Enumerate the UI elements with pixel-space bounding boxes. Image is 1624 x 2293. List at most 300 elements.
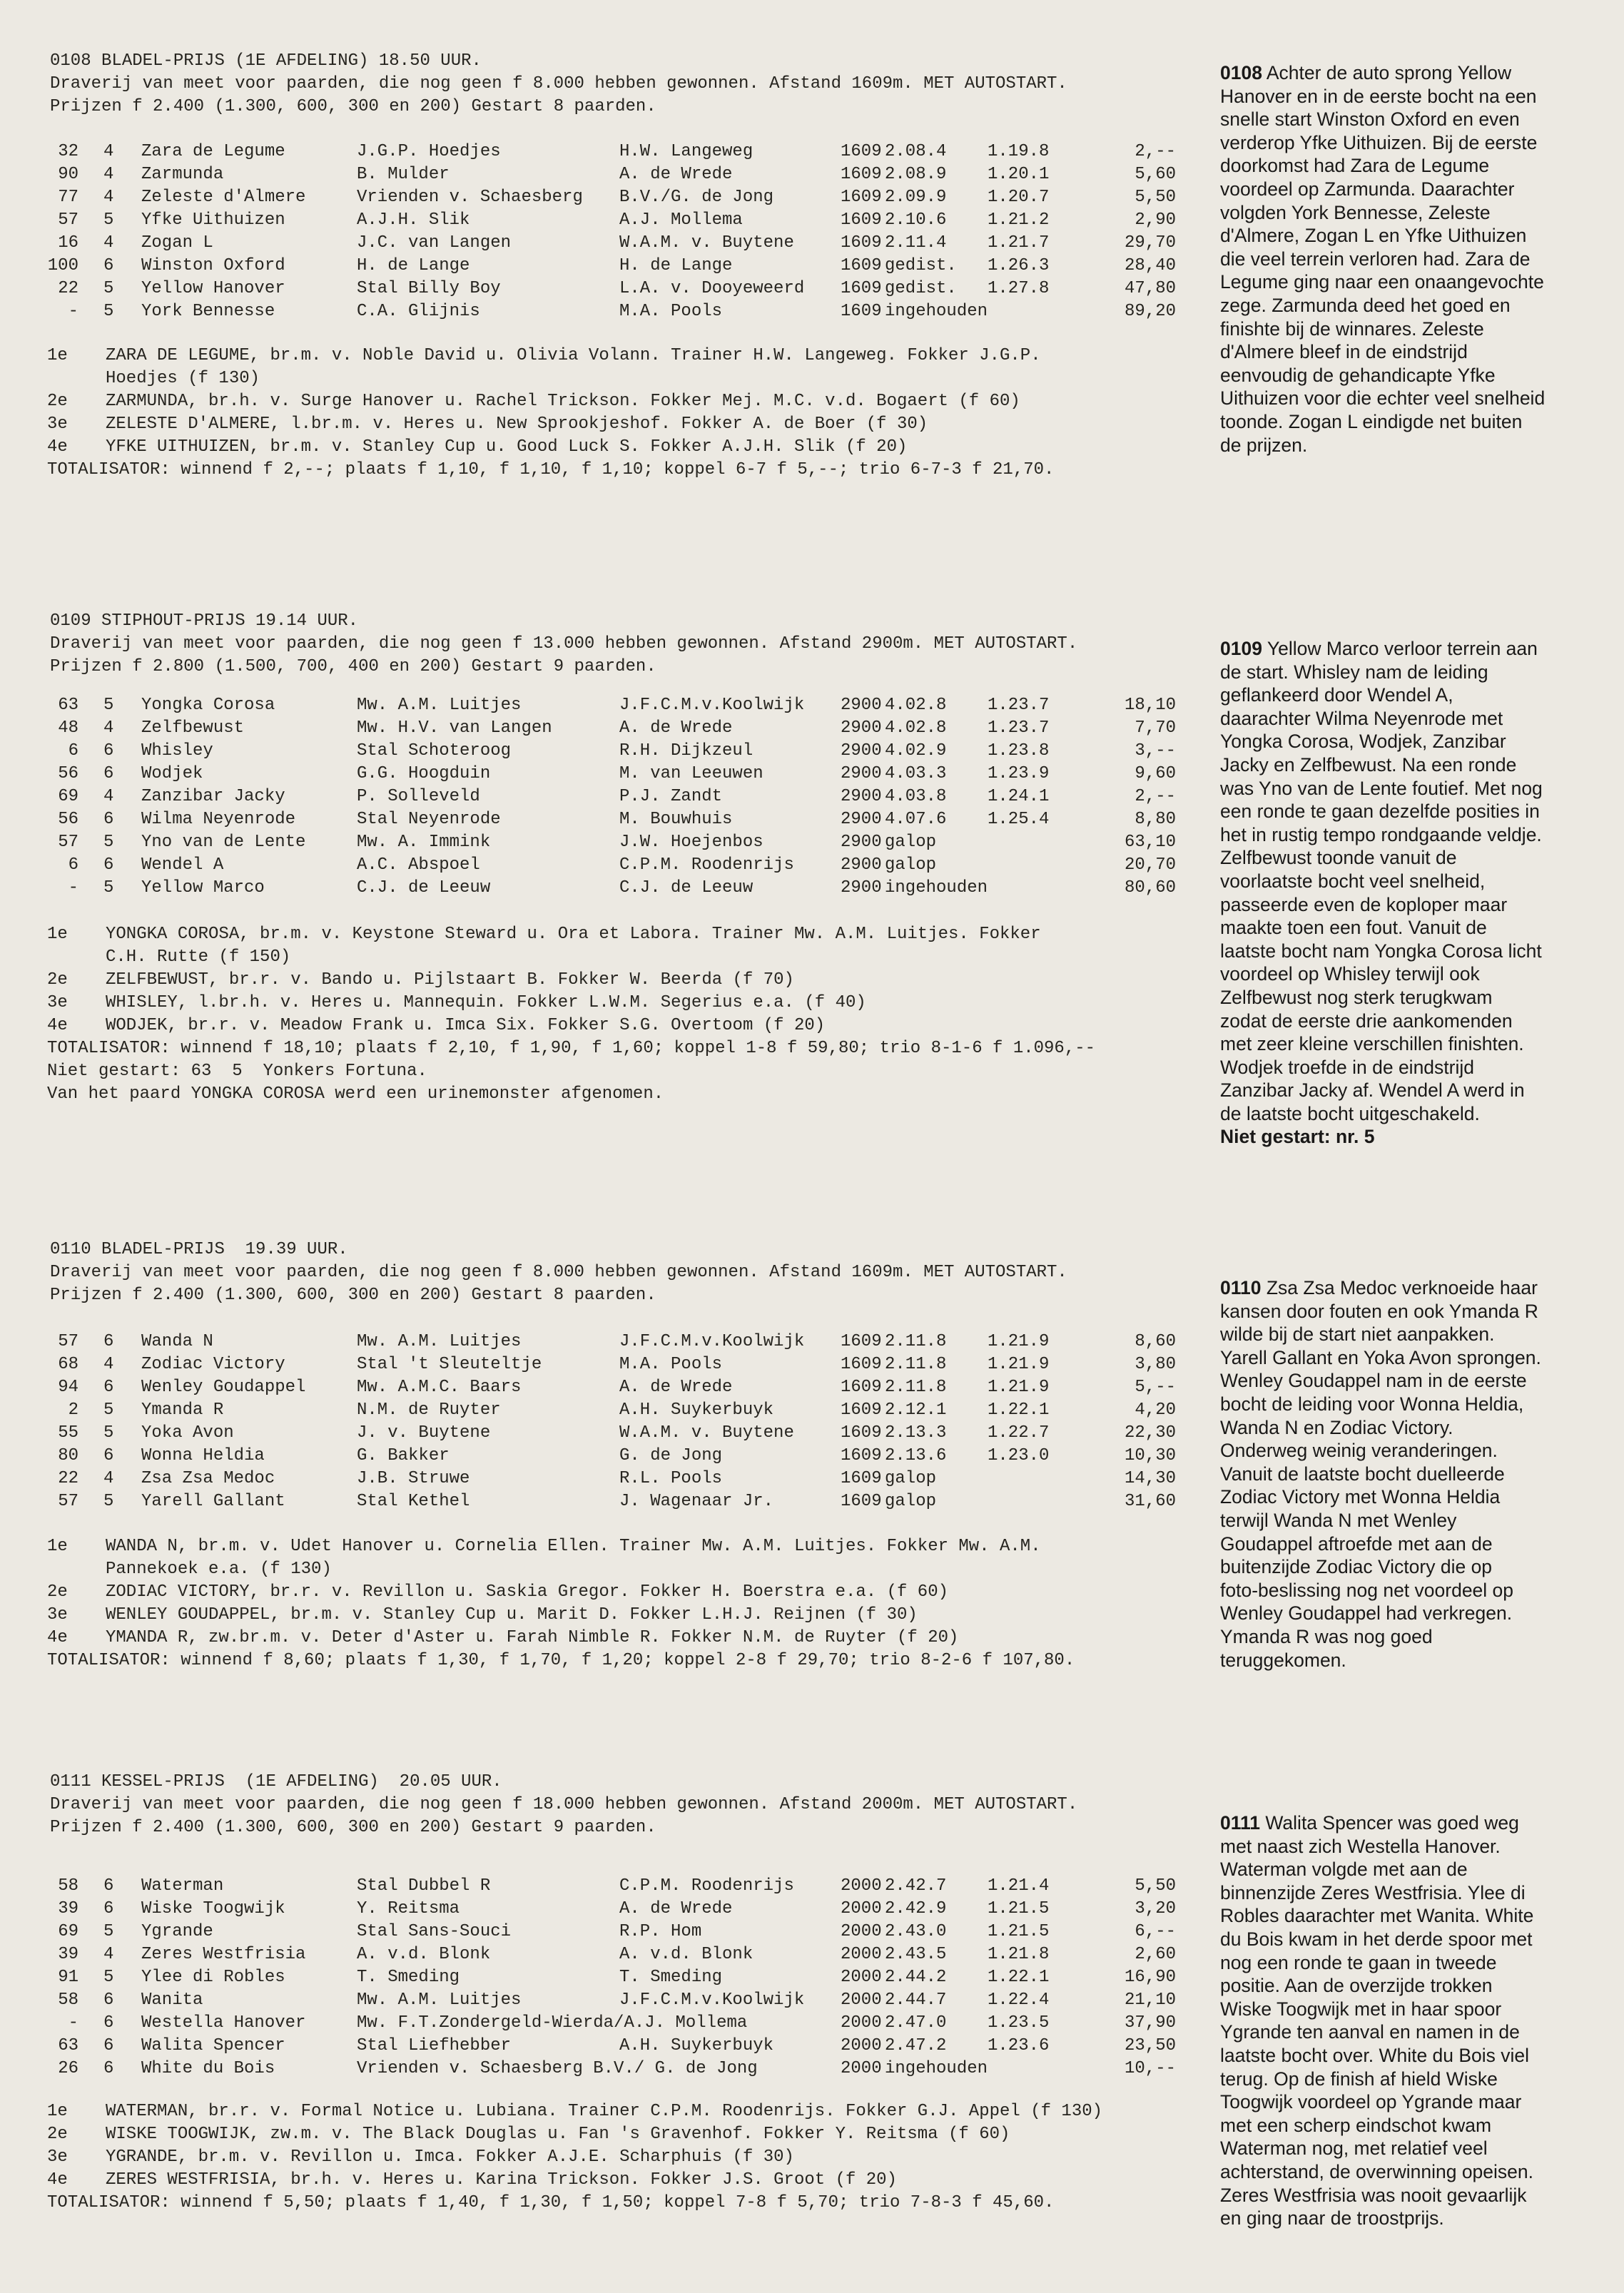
driver-cell: W.A.M. v. Buytene xyxy=(619,1423,794,1443)
km-time-cell: 1.21.5 xyxy=(988,1922,1050,1941)
commentary-line: maakte toen een fout. Vanuit de xyxy=(1220,917,1487,939)
commentary-line: voordeel op Zarmunda. Daarachter xyxy=(1220,178,1515,200)
age-cell: 5 xyxy=(103,302,114,321)
horse-name-cell: Zara de Legume xyxy=(141,142,285,161)
placing-line xyxy=(47,2123,1203,2146)
age-cell: 5 xyxy=(103,1922,114,1941)
commentary-race-number: 0108 xyxy=(1220,62,1262,83)
driver-cell: R.P. Hom xyxy=(619,1922,702,1941)
commentary-line: geflankeerd door Wendel A, xyxy=(1220,684,1453,706)
odds-cell: 63,10 xyxy=(1124,833,1176,852)
finish-time-cell: 2.44.7 xyxy=(885,1991,947,2010)
odds-cell: 4,20 xyxy=(1135,1400,1176,1420)
age-cell: 6 xyxy=(103,1899,114,1918)
odds-cell: 5,60 xyxy=(1135,165,1176,184)
finish-time-cell: 2.47.0 xyxy=(885,2013,947,2033)
age-cell: 6 xyxy=(103,1446,114,1465)
rating-cell: 39 xyxy=(58,1945,78,1964)
odds-cell: 3,20 xyxy=(1135,1899,1176,1918)
owner-cell: Mw. A.M. Luitjes xyxy=(357,1991,522,2010)
placing-line xyxy=(47,923,1203,946)
km-time-cell: 1.25.4 xyxy=(988,810,1050,829)
age-cell: 6 xyxy=(103,810,114,829)
placing-text: WANDA N, br.m. v. Udet Hanover u. Cornelia Ellen. Trainer Mw. A.M. Luitjes. Fokker Mw. A.M. xyxy=(106,1537,1041,1556)
rating-cell: 90 xyxy=(58,165,78,184)
age-cell: 5 xyxy=(103,833,114,852)
age-cell: 4 xyxy=(103,188,114,207)
age-cell: 6 xyxy=(103,2059,114,2078)
commentary-line: voorlaatste bocht veel snelheid, xyxy=(1220,870,1486,892)
placing-line xyxy=(47,345,1203,367)
distance-cell: 2900 xyxy=(841,764,882,783)
odds-cell: 22,30 xyxy=(1124,1423,1176,1443)
km-time-cell: 1.24.1 xyxy=(988,787,1050,806)
owner-cell: H. de Lange xyxy=(357,256,470,275)
placing-text: WATERMAN, br.r. v. Formal Notice u. Lubiana. Trainer C.P.M. Roodenrijs. Fokker G.J. Appel (f 130) xyxy=(106,2102,1103,2121)
odds-cell: 89,20 xyxy=(1124,302,1176,321)
driver-cell: C.P.M. Roodenrijs xyxy=(619,1876,794,1896)
odds-cell: 5,50 xyxy=(1135,1876,1176,1896)
distance-cell: 2000 xyxy=(841,1899,882,1918)
race-note: Niet gestart: 63 5 Yonkers Fortuna. xyxy=(47,1062,427,1081)
driver-cell: R.L. Pools xyxy=(619,1469,723,1488)
commentary-line: foto-beslissing nog net voordeel op xyxy=(1220,1579,1514,1601)
commentary-line: daarachter Wilma Neyenrode met xyxy=(1220,707,1503,729)
odds-cell: 8,80 xyxy=(1135,810,1176,829)
placing-line xyxy=(47,1627,1203,1649)
totalisator-line: TOTALISATOR: winnend f 8,60; plaats f 1,30, f 1,70, f 1,20; koppel 2-8 f 29,70; trio 8-2-6 f 107,80. xyxy=(47,1651,1075,1670)
driver-cell: B.V./G. de Jong xyxy=(619,188,774,207)
distance-cell: 2900 xyxy=(841,696,882,715)
distance-cell: 1609 xyxy=(841,279,882,298)
table-row xyxy=(0,1921,1206,1943)
commentary-line: het in rustig tempo rondgaande veldje. xyxy=(1220,823,1542,845)
driver-cell: J.F.C.M.v.Koolwijk xyxy=(619,1991,805,2010)
horse-name-cell: Whisley xyxy=(141,741,213,761)
horse-name-cell: Yellow Hanover xyxy=(141,279,285,298)
distance-cell: 1609 xyxy=(841,1423,882,1443)
commentary-line: Jacky en Zelfbewust. Na een ronde xyxy=(1220,753,1517,776)
distance-cell: 1609 xyxy=(841,1400,882,1420)
results-table xyxy=(0,1331,1206,1513)
distance-cell: 1609 xyxy=(841,1469,882,1488)
commentary-line: binnenzijde Zeres Westfrisia. Ylee di xyxy=(1220,1881,1526,1903)
commentary-line: toonde. Zogan L eindigde net buiten xyxy=(1220,410,1523,432)
placings-block xyxy=(47,345,1203,482)
table-row xyxy=(0,186,1206,209)
distance-cell: 2000 xyxy=(841,1968,882,1987)
age-cell: 5 xyxy=(103,1423,114,1443)
age-cell: 6 xyxy=(103,741,114,761)
odds-cell: 14,30 xyxy=(1124,1469,1176,1488)
commentary-line: de start. Whisley nam de leiding xyxy=(1220,661,1488,683)
race-conditions: Prijzen f 2.400 (1.300, 600, 300 en 200) Gestart 9 paarden. xyxy=(50,1818,656,1837)
commentary-line: Waterman volgde met aan de xyxy=(1220,1859,1468,1881)
rating-cell: 91 xyxy=(58,1968,78,1987)
owner-cell: Stal 't Sleuteltje xyxy=(357,1355,542,1374)
placing-line xyxy=(47,436,1203,459)
driver-cell: G. de Jong xyxy=(619,1446,723,1465)
commentary-line: Vanuit de laatste bocht duelleerde xyxy=(1220,1463,1505,1485)
race-conditions: Draverij van meet voor paarden, die nog geen f 13.000 hebben gewonnen. Afstand 2900m. MET AUTOSTART. xyxy=(50,634,1078,654)
table-row xyxy=(0,232,1206,255)
distance-cell: 1609 xyxy=(841,1378,882,1397)
placing-line xyxy=(47,390,1203,413)
km-time-cell: 1.23.7 xyxy=(988,696,1050,715)
age-cell: 6 xyxy=(103,855,114,875)
owner-cell: J.C. van Langen xyxy=(357,233,512,253)
placing-text: ZELESTE D'ALMERE, l.br.m. v. Heres u. New Sprookjeshof. Fokker A. de Boer (f 30) xyxy=(106,415,928,434)
rating-cell: - xyxy=(68,2013,78,2033)
commentary-line: die veel terrein verloren had. Zara de xyxy=(1220,248,1531,270)
placing-label: 3e xyxy=(47,415,68,434)
race-title: 0108 BLADEL-PRIJS (1E AFDELING) 18.50 UUR. xyxy=(50,51,482,71)
owner-cell: T. Smeding xyxy=(357,1968,460,1987)
horse-name-cell: Wanita xyxy=(141,1991,203,2010)
age-cell: 6 xyxy=(103,1991,114,2010)
rating-cell: 22 xyxy=(58,1469,78,1488)
age-cell: 4 xyxy=(103,1469,114,1488)
table-row xyxy=(0,1943,1206,1966)
table-row xyxy=(0,740,1206,763)
race-header xyxy=(50,50,1192,118)
commentary-line: Yarell Gallant en Yoka Avon sprongen. xyxy=(1220,1346,1541,1368)
commentary-line: buitenzijde Zodiac Victory die op xyxy=(1220,1556,1493,1578)
km-time-cell: 1.23.8 xyxy=(988,741,1050,761)
rating-cell: 39 xyxy=(58,1899,78,1918)
odds-cell: 29,70 xyxy=(1124,233,1176,253)
distance-cell: 1609 xyxy=(841,188,882,207)
age-cell: 4 xyxy=(103,142,114,161)
horse-name-cell: Zelfbewust xyxy=(141,718,245,738)
km-time-cell: 1.23.6 xyxy=(988,2036,1050,2055)
commentary-line: Robles daarachter met Wanita. White xyxy=(1220,1905,1534,1927)
rating-cell: 69 xyxy=(58,787,78,806)
distance-cell: 2000 xyxy=(841,2059,882,2078)
results-table xyxy=(0,694,1206,900)
owner-cell: Mw. A.M.C. Baars xyxy=(357,1378,522,1397)
placing-text: ZERES WESTFRISIA, br.h. v. Heres u. Karina Trickson. Fokker J.S. Groot (f 20) xyxy=(106,2170,897,2190)
distance-cell: 2000 xyxy=(841,2013,882,2033)
distance-cell: 1609 xyxy=(841,210,882,230)
commentary-line: Yongka Corosa, Wodjek, Zanzibar xyxy=(1220,731,1506,753)
km-time-cell: 1.21.5 xyxy=(988,1899,1050,1918)
age-cell: 6 xyxy=(103,2013,114,2033)
table-row xyxy=(0,141,1206,163)
driver-cell: A. de Wrede xyxy=(619,1899,733,1918)
results-table xyxy=(0,1875,1206,2080)
owner-cell: A.J.H. Slik xyxy=(357,210,470,230)
owner-cell: J.G.P. Hoedjes xyxy=(357,142,501,161)
placing-text: WENLEY GOUDAPPEL, br.m. v. Stanley Cup u. Marit D. Fokker L.H.J. Reijnen (f 30) xyxy=(106,1605,918,1625)
age-cell: 6 xyxy=(103,1332,114,1351)
placing-line xyxy=(47,2100,1203,2123)
table-row xyxy=(0,831,1206,854)
horse-name-cell: Waterman xyxy=(141,1876,224,1896)
commentary-line: zege. Zarmunda deed het goed en xyxy=(1220,294,1511,316)
finish-time-cell: galop xyxy=(885,833,937,852)
placing-line xyxy=(47,2169,1203,2192)
rating-cell: 100 xyxy=(47,256,78,275)
race-title: 0111 KESSEL-PRIJS (1E AFDELING) 20.05 UUR. xyxy=(50,1772,502,1791)
commentary-line: teruggekomen. xyxy=(1220,1649,1346,1671)
race-conditions: Draverij van meet voor paarden, die nog geen f 18.000 hebben gewonnen. Afstand 2000m. MET AUTOSTART. xyxy=(50,1795,1078,1814)
commentary-line: met een scherp eindschot kwam xyxy=(1220,2114,1492,2136)
owner-cell: J.B. Struwe xyxy=(357,1469,470,1488)
race-note: Van het paard YONGKA COROSA werd een urinemonster afgenomen. xyxy=(47,1084,664,1104)
placing-text: C.H. Rutte (f 150) xyxy=(106,947,291,967)
horse-name-cell: Zanzibar Jacky xyxy=(141,787,285,806)
horse-name-cell: Wanda N xyxy=(141,1332,213,1351)
horse-name-cell: Wodjek xyxy=(141,764,203,783)
owner-cell: C.J. de Leeuw xyxy=(357,878,491,898)
race-conditions: Draverij van meet voor paarden, die nog geen f 8.000 hebben gewonnen. Afstand 1609m. MET AUTOSTART. xyxy=(50,1263,1067,1282)
odds-cell: 21,10 xyxy=(1124,1991,1176,2010)
horse-name-cell: York Bennesse xyxy=(141,302,275,321)
commentary-line: finishte bij de winnares. Zeleste xyxy=(1220,317,1484,340)
table-row xyxy=(0,2035,1206,2058)
distance-cell: 2900 xyxy=(841,855,882,875)
commentary-line: zodat de eerste drie aankomenden xyxy=(1220,1010,1513,1032)
horse-name-cell: Westella Hanover xyxy=(141,2013,306,2033)
placing-label: 2e xyxy=(47,970,68,990)
placing-label: 2e xyxy=(47,392,68,411)
odds-cell: 2,60 xyxy=(1135,1945,1176,1964)
age-cell: 5 xyxy=(103,1400,114,1420)
commentary-line: snelle start Winston Oxford en even xyxy=(1220,108,1520,131)
rating-cell: - xyxy=(68,878,78,898)
finish-time-cell: 4.02.8 xyxy=(885,696,947,715)
finish-time-cell: 2.08.9 xyxy=(885,165,947,184)
commentary-line: de laatste bocht uitgeschakeld. xyxy=(1220,1102,1480,1124)
age-cell: 4 xyxy=(103,165,114,184)
finish-time-cell: 2.13.3 xyxy=(885,1423,947,1443)
distance-cell: 2000 xyxy=(841,1876,882,1896)
distance-cell: 2000 xyxy=(841,1991,882,2010)
owner-cell: Stal Neyenrode xyxy=(357,810,501,829)
table-row xyxy=(0,785,1206,808)
rating-cell: 63 xyxy=(58,2036,78,2055)
finish-time-cell: ingehouden xyxy=(885,302,988,321)
driver-cell: J.W. Hoejenbos xyxy=(619,833,763,852)
distance-cell: 2900 xyxy=(841,787,882,806)
km-time-cell: 1.26.3 xyxy=(988,256,1050,275)
driver-cell: A. de Wrede xyxy=(619,718,733,738)
finish-time-cell: galop xyxy=(885,1492,937,1511)
horse-name-cell: White du Bois xyxy=(141,2059,275,2078)
commentary-line: eenvoudig de gehandicapte Yfke xyxy=(1220,364,1496,386)
commentary-line: Goudappel aftroefde met aan de xyxy=(1220,1532,1493,1555)
driver-cell: J.F.C.M.v.Koolwijk xyxy=(619,696,805,715)
age-cell: 6 xyxy=(103,256,114,275)
km-time-cell: 1.23.9 xyxy=(988,764,1050,783)
commentary-line: Onderweg weinig veranderingen. xyxy=(1220,1440,1498,1462)
commentary-line: met zeer kleine verschillen finishten. xyxy=(1220,1033,1524,1055)
odds-cell: 2,-- xyxy=(1135,142,1176,161)
rating-cell: 56 xyxy=(58,810,78,829)
finish-time-cell: 2.13.6 xyxy=(885,1446,947,1465)
commentary-line: de prijzen. xyxy=(1220,434,1308,456)
commentary-line: Ymanda R was nog goed xyxy=(1220,1625,1433,1647)
not-started-note: Niet gestart: nr. 5 xyxy=(1220,1126,1375,1148)
race-commentary xyxy=(1220,1276,1620,1672)
finish-time-cell: 4.07.6 xyxy=(885,810,947,829)
owner-cell: G.G. Hoogduin xyxy=(357,764,491,783)
driver-cell: A.H. Suykerbuyk xyxy=(619,1400,774,1420)
km-time-cell: 1.22.7 xyxy=(988,1423,1050,1443)
placing-line xyxy=(47,946,1203,969)
placings-block xyxy=(47,2100,1203,2215)
commentary-line: laatste bocht over. White du Bois viel xyxy=(1220,2044,1530,2066)
owner-cell: Stal Schoteroog xyxy=(357,741,512,761)
placing-label: 2e xyxy=(47,2125,68,2144)
table-row xyxy=(0,717,1206,740)
commentary-line: achterstand, de overwinning opeisen. xyxy=(1220,2160,1534,2182)
horse-name-cell: Wendel A xyxy=(141,855,224,875)
table-row xyxy=(0,209,1206,232)
placing-text: ZARMUNDA, br.h. v. Surge Hanover u. Rachel Trickson. Fokker Mej. M.C. v.d. Bogaert (f 60) xyxy=(106,392,1020,411)
horse-name-cell: Zarmunda xyxy=(141,165,224,184)
commentary-line: Waterman nog, met relatief veel xyxy=(1220,2137,1488,2160)
placing-label: 1e xyxy=(47,1537,68,1556)
horse-name-cell: Zsa Zsa Medoc xyxy=(141,1469,275,1488)
rating-cell: 56 xyxy=(58,764,78,783)
driver-cell: L.A. v. Dooyeweerd xyxy=(619,279,805,298)
finish-time-cell: 2.09.9 xyxy=(885,188,947,207)
horse-name-cell: Ylee di Robles xyxy=(141,1968,285,1987)
distance-cell: 1609 xyxy=(841,1332,882,1351)
table-row xyxy=(0,808,1206,831)
rating-cell: 57 xyxy=(58,833,78,852)
age-cell: 6 xyxy=(103,1378,114,1397)
horse-name-cell: Yoka Avon xyxy=(141,1423,234,1443)
commentary-line: kansen door fouten en ook Ymanda R xyxy=(1220,1300,1538,1322)
km-time-cell: 1.21.8 xyxy=(988,1945,1050,1964)
placing-text: ZELFBEWUST, br.r. v. Bando u. Pijlstaart B. Fokker W. Beerda (f 70) xyxy=(106,970,794,990)
finish-time-cell: 4.03.8 xyxy=(885,787,947,806)
km-time-cell: 1.23.0 xyxy=(988,1446,1050,1465)
finish-time-cell: ingehouden xyxy=(885,878,988,898)
rating-cell: 55 xyxy=(58,1423,78,1443)
horse-name-cell: Zogan L xyxy=(141,233,213,253)
rating-cell: 80 xyxy=(58,1446,78,1465)
commentary-race-number: 0110 xyxy=(1220,1277,1262,1298)
horse-name-cell: Yellow Marco xyxy=(141,878,265,898)
driver-cell: W.A.M. v. Buytene xyxy=(619,233,794,253)
placing-line xyxy=(47,367,1203,390)
table-row xyxy=(0,1353,1206,1376)
table-row xyxy=(0,300,1206,323)
finish-time-cell: 4.03.3 xyxy=(885,764,947,783)
km-time-cell: 1.21.9 xyxy=(988,1355,1050,1374)
table-row xyxy=(0,694,1206,717)
placings-block xyxy=(47,923,1203,1106)
odds-cell: 23,50 xyxy=(1124,2036,1176,2055)
horse-name-cell: Wenley Goudappel xyxy=(141,1378,306,1397)
placing-text: WODJEK, br.r. v. Meadow Frank u. Imca Six. Fokker S.G. Overtoom (f 20) xyxy=(106,1016,826,1035)
distance-cell: 1609 xyxy=(841,1355,882,1374)
odds-cell: 80,60 xyxy=(1124,878,1176,898)
table-row xyxy=(0,1445,1206,1468)
finish-time-cell: 2.42.9 xyxy=(885,1899,947,1918)
commentary-line: du Bois kwam in het derde spoor met xyxy=(1220,1928,1533,1950)
owner-cell: N.M. de Ruyter xyxy=(357,1400,501,1420)
owner-cell: J. v. Buytene xyxy=(357,1423,491,1443)
finish-time-cell: gedist. xyxy=(885,279,957,298)
km-time-cell: 1.22.1 xyxy=(988,1968,1050,1987)
odds-cell: 10,30 xyxy=(1124,1446,1176,1465)
distance-cell: 1609 xyxy=(841,1492,882,1511)
driver-cell: A.J. Mollema xyxy=(619,210,743,230)
commentary-line: wilde bij de start niet aanpakken. xyxy=(1220,1323,1495,1346)
driver-cell: P.J. Zandt xyxy=(619,787,723,806)
owner-cell: B. Mulder xyxy=(357,165,450,184)
finish-time-cell: 2.47.2 xyxy=(885,2036,947,2055)
rating-cell: 94 xyxy=(58,1378,78,1397)
rating-cell: 26 xyxy=(58,2059,78,2078)
rating-cell: 57 xyxy=(58,210,78,230)
commentary-line: positie. Aan de overzijde trokken xyxy=(1220,1975,1493,1997)
rating-cell: - xyxy=(68,302,78,321)
km-time-cell: 1.27.8 xyxy=(988,279,1050,298)
commentary-line: Toogwijk voordeel op Ygrande maar xyxy=(1220,2091,1522,2113)
table-row xyxy=(0,1490,1206,1513)
finish-time-cell: 2.43.0 xyxy=(885,1922,947,1941)
table-row xyxy=(0,854,1206,877)
odds-cell: 20,70 xyxy=(1124,855,1176,875)
owner-cell: Mw. F.T.Zondergeld-Wierda/A.J. Mollema xyxy=(357,2013,748,2033)
rating-cell: 2 xyxy=(68,1400,78,1420)
driver-cell: A. de Wrede xyxy=(619,165,733,184)
owner-cell: Vrienden v. Schaesberg B.V./ G. de Jong xyxy=(357,2059,758,2078)
placing-text: ZARA DE LEGUME, br.m. v. Noble David u. Olivia Volann. Trainer H.W. Langeweg. Fokker J.G.P. xyxy=(106,346,1041,365)
odds-cell: 9,60 xyxy=(1135,764,1176,783)
commentary-line: was Yno van de Lente foutief. Met nog xyxy=(1220,777,1543,799)
table-row xyxy=(0,1468,1206,1490)
commentary-line: Wiske Toogwijk met in haar spoor xyxy=(1220,1998,1502,2020)
age-cell: 6 xyxy=(103,2036,114,2055)
distance-cell: 2900 xyxy=(841,810,882,829)
placing-line xyxy=(47,1015,1203,1037)
finish-time-cell: 2.44.2 xyxy=(885,1968,947,1987)
age-cell: 6 xyxy=(103,1876,114,1896)
commentary-line: Uithuizen voor die echter veel snelheid xyxy=(1220,387,1546,410)
age-cell: 4 xyxy=(103,233,114,253)
table-row xyxy=(0,278,1206,300)
placing-line xyxy=(47,2146,1203,2169)
race-conditions: Prijzen f 2.800 (1.500, 700, 400 en 200) Gestart 9 paarden. xyxy=(50,657,656,676)
km-time-cell: 1.22.1 xyxy=(988,1400,1050,1420)
race-conditions: Draverij van meet voor paarden, die nog geen f 8.000 hebben gewonnen. Afstand 1609m. MET AUTOSTART. xyxy=(50,74,1067,93)
owner-cell: Stal Billy Boy xyxy=(357,279,501,298)
horse-name-cell: Yno van de Lente xyxy=(141,833,306,852)
commentary-line: voordeel op Whisley terwijl ook xyxy=(1220,963,1480,985)
table-row xyxy=(0,163,1206,186)
km-time-cell: 1.23.5 xyxy=(988,2013,1050,2033)
commentary-line xyxy=(1220,1276,1620,1300)
horse-name-cell: Ygrande xyxy=(141,1922,213,1941)
age-cell: 5 xyxy=(103,210,114,230)
table-row xyxy=(0,2012,1206,2035)
commentary-text: Zsa Zsa Medoc verknoeide haar xyxy=(1266,1277,1538,1298)
commentary-line: Ygrande ten aanval en namen in de xyxy=(1220,2021,1520,2043)
km-time-cell: 1.21.4 xyxy=(988,1876,1050,1896)
commentary-line: Hanover en in de eerste bocht na een xyxy=(1220,85,1537,107)
totalisator-line: TOTALISATOR: winnend f 5,50; plaats f 1,40, f 1,30, f 1,50; koppel 7-8 f 5,70; trio 7-8-3 f 45,60. xyxy=(47,2193,1055,2212)
table-row xyxy=(0,877,1206,900)
table-row xyxy=(0,1898,1206,1921)
driver-cell: J.F.C.M.v.Koolwijk xyxy=(619,1332,805,1351)
